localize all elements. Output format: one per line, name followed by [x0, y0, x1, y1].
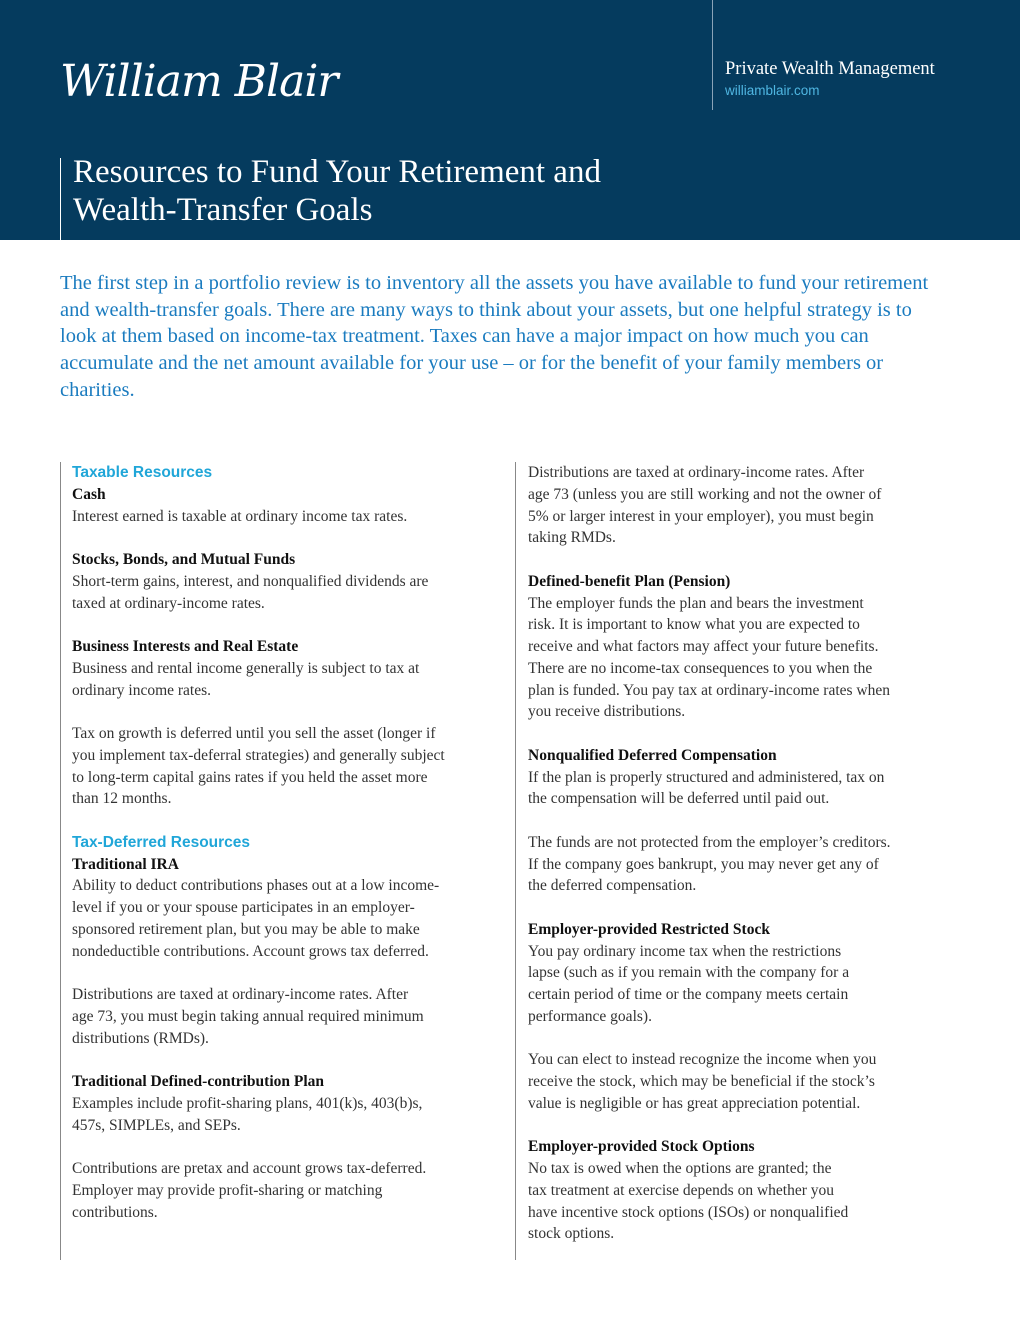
item-body-ira: Ability to deduct contributions phases out at a low income- level if you or your spouse participates in an employer- sponsored retirement plan, but you may be able to make nondeductible contributions. Account grows tax deferred. — [72, 877, 440, 960]
item-title-business: Business Interests and Real Estate — [72, 638, 299, 655]
item-body-ira-distributions: Distributions are taxed at ordinary-income rates. After age 73, you must begin taking annual required minimum distributions (RMDs). — [72, 986, 424, 1047]
item-title-stock-options: Employer-provided Stock Options — [528, 1138, 755, 1156]
item-title-ira: Traditional IRA — [72, 855, 179, 873]
item-title-defined-benefit: Defined-benefit Plan (Pension) — [528, 572, 731, 590]
section-heading-tax-deferred: Tax-Deferred Resources — [72, 833, 251, 851]
william-blair-logo: William Blair — [60, 56, 338, 107]
brand-title: Private Wealth Management — [725, 59, 935, 79]
item-body-defined-contribution: Examples include profit-sharing plans, 401(k)s, 403(b)s, 457s, SIMPLEs, and SEPs. — [72, 1094, 423, 1134]
right-column — [528, 462, 953, 1245]
item-body-defined-contribution-pretax: Contributions are pretax and account grows tax-deferred. Employer may provide profit-sharing or matching contributions. — [72, 1160, 427, 1221]
item-title-nqdc: Nonqualified Deferred Compensation — [528, 746, 777, 764]
item-body-defined-benefit: The employer funds the plan and bears the investment risk. It is important to know what you are expected to receive and what factors may affect your future benefits. There are no income-tax consequences to you when the plan is funded. You pay tax at ordinary-income rates when you receive distributions. — [528, 594, 891, 721]
left-column-rule — [60, 462, 61, 1260]
item-body-nqdc-creditors: The funds are not protected from the employer’s creditors. If the company goes bankrupt, you may never get any of the deferred compensation. — [528, 833, 891, 895]
item-body-restricted-stock: You pay ordinary income tax when the restrictions lapse (such as if you remain with the company for a certain period of time or the company meets certain performance goals). — [528, 942, 850, 1025]
page-title: Resources to Fund Your Retirement and Wealth-Transfer Goals — [73, 154, 601, 228]
item-body-cash: Interest earned is taxable at ordinary income tax rates. — [72, 507, 408, 525]
right-column-rule — [515, 462, 516, 1260]
item-title-cash: Cash — [72, 485, 106, 503]
left-column — [72, 462, 502, 1223]
intro-paragraph: The first step in a portfolio review is to inventory all the assets you have available to fund your retirement and wealth-transfer goals. There are many ways to think about your assets, but one helpful strategy is to look at them based on income-tax treatment. Taxes can have a major impact on how much you can accumulate and the net amount available for your use – or for the benefit of your family members or charities. — [60, 272, 929, 401]
section-heading-taxable: Taxable Resources — [72, 464, 213, 481]
header-divider — [712, 0, 713, 110]
item-title-defined-contribution: Traditional Defined-contribution Plan — [72, 1073, 325, 1090]
item-body-stock-options: No tax is owed when the options are granted; the tax treatment at exercise depends on whether you have incentive stock options (ISOs) or nonqualified stock options. — [528, 1160, 849, 1243]
header-banner — [0, 0, 1020, 240]
title-accent-rule — [60, 158, 61, 240]
item-body-business-growth: Tax on growth is deferred until you sell the asset (longer if you implement tax-deferral strategies) and generally subject to long-term capital gains rates if you held the asset more than 12 months. — [72, 725, 445, 808]
item-body-nqdc: If the plan is properly structured and administered, tax on the compensation will be deferred until paid out. — [528, 768, 885, 808]
item-body-defined-contribution-distributions: Distributions are taxed at ordinary-income rates. After age 73 (unless you are still working and not the owner of 5% or larger interest in your employer), you must begin taking RMDs. — [528, 464, 882, 547]
item-title-stocks: Stocks, Bonds, and Mutual Funds — [72, 551, 296, 568]
item-body-business: Business and rental income generally is subject to tax at ordinary income rates. — [72, 659, 420, 699]
brand-url-link[interactable]: williamblair.com — [725, 83, 820, 98]
item-title-restricted-stock: Employer-provided Restricted Stock — [528, 920, 770, 938]
item-body-stocks: Short-term gains, interest, and nonqualified dividends are taxed at ordinary-income rates. — [72, 572, 429, 612]
item-body-restricted-stock-election: You can elect to instead recognize the income when you receive the stock, which may be beneficial if the stock’s value is negligible or has great appreciation potential. — [528, 1051, 877, 1112]
